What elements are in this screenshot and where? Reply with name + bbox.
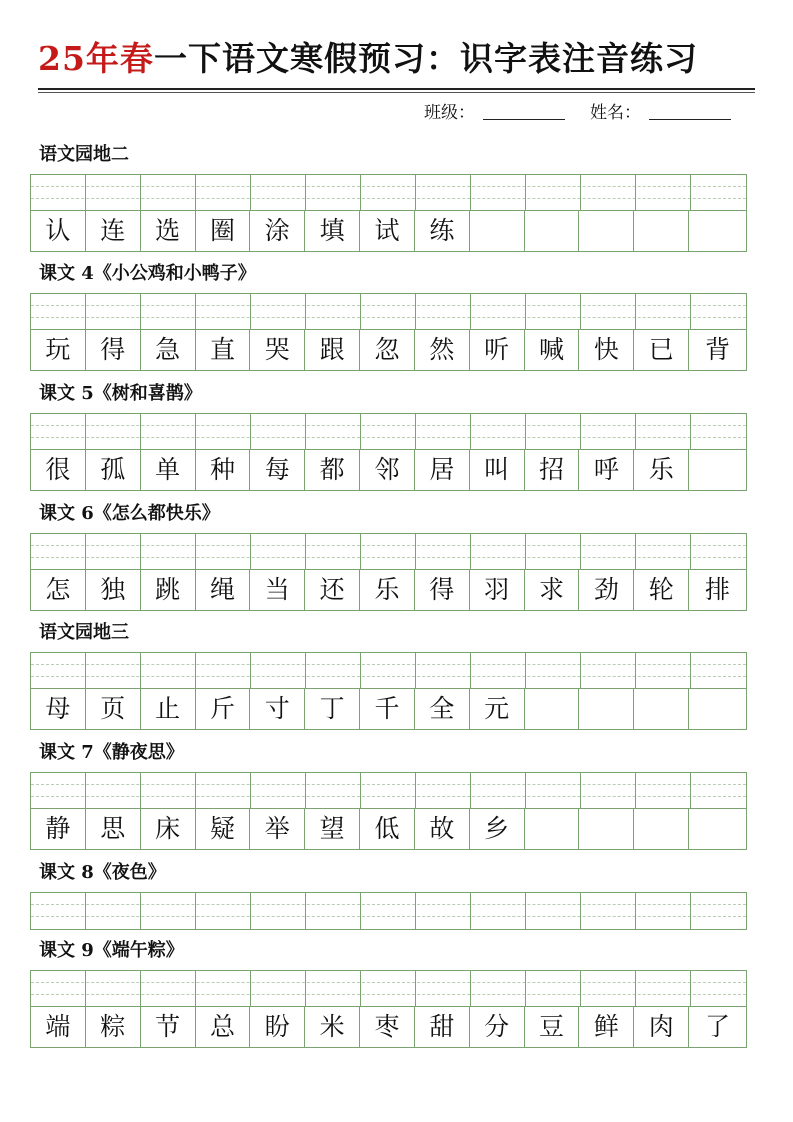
pinyin-guide-line [31,676,746,677]
pinyin-cell-divider [85,175,86,210]
character-cell: 粽 [86,1007,141,1047]
pinyin-cell-divider [85,414,86,449]
pinyin-cell-divider [580,294,581,329]
pinyin-guide-line [31,437,746,438]
pinyin-cell-divider [525,414,526,449]
character-cell: 玩 [31,330,86,370]
pinyin-cell-divider [360,893,361,929]
title-highlight: 25年春 [38,39,154,78]
character-cell: 节 [141,1007,196,1047]
character-cell: 元 [470,689,525,729]
character-cell: 忽 [360,330,415,370]
pinyin-cell-divider [305,893,306,929]
character-row [31,211,746,251]
character-row [31,689,746,729]
character-cell: 羽 [470,570,525,610]
character-cell [634,809,689,849]
pinyin-cell-divider [580,893,581,929]
character-cell [579,809,634,849]
pinyin-cell-divider [635,773,636,808]
pinyin-cell-divider [525,971,526,1006]
character-cell: 连 [86,211,141,251]
character-cell: 乐 [634,450,689,490]
character-cell: 全 [415,689,470,729]
pinyin-cell-divider [525,893,526,929]
character-cell: 总 [196,1007,251,1047]
character-cell: 盼 [250,1007,305,1047]
section-label: 课文 8《夜色》 [39,862,166,883]
section-label: 语文园地三 [39,622,129,643]
character-cell: 都 [305,450,360,490]
pinyin-cell-divider [360,653,361,688]
pinyin-cell-divider [525,534,526,569]
character-cell: 叫 [470,450,525,490]
class-blank[interactable] [483,101,565,120]
pinyin-cell-divider [250,971,251,1006]
character-cell: 豆 [525,1007,580,1047]
pinyin-cell-divider [415,773,416,808]
pinyin-cell-divider [305,294,306,329]
pinyin-guide-line [31,994,746,995]
pinyin-cell-divider [525,773,526,808]
pinyin-cell-divider [635,971,636,1006]
character-cell: 了 [705,1012,731,1041]
pinyin-cell-divider [140,175,141,210]
character-cell: 分 [470,1007,525,1047]
pinyin-cell-divider [635,893,636,929]
pinyin-cell-divider [690,175,691,210]
character-cell: 怎 [31,570,86,610]
character-row [31,570,746,610]
pinyin-cell-divider [85,294,86,329]
pinyin-cell-divider [470,414,471,449]
character-cell: 呼 [579,450,634,490]
character-cell: 急 [141,330,196,370]
pinyin-cell-divider [360,971,361,1006]
character-cell [689,689,746,729]
pinyin-cell-divider [360,414,361,449]
pinyin-cell-divider [250,534,251,569]
character-cell: 圈 [196,211,251,251]
pinyin-guide-line [31,557,746,558]
pinyin-cell-divider [580,653,581,688]
pinyin-cell-divider [580,971,581,1006]
character-cell: 寸 [250,689,305,729]
section-label: 课文 6《怎么都快乐》 [39,503,220,524]
writing-grid [30,892,747,930]
pinyin-cell-divider [85,534,86,569]
pinyin-cell-divider [305,534,306,569]
character-cell: 跟 [305,330,360,370]
pinyin-cell-divider [470,175,471,210]
pinyin-cell-divider [415,534,416,569]
pinyin-cell-divider [85,773,86,808]
character-cell [525,211,580,251]
pinyin-row[interactable] [31,534,746,570]
pinyin-guide-line [31,664,746,665]
pinyin-cell-divider [140,653,141,688]
character-cell: 米 [305,1007,360,1047]
pinyin-row[interactable] [31,294,746,330]
character-cell [525,809,580,849]
pinyin-cell-divider [250,414,251,449]
character-cell: 鲜 [579,1007,634,1047]
pinyin-cell-divider [360,294,361,329]
character-cell: 绳 [196,570,251,610]
character-row [31,330,746,370]
character-cell [470,211,525,251]
character-cell: 孤 [86,450,141,490]
character-cell: 得 [86,330,141,370]
character-cell: 乐 [360,570,415,610]
character-cell: 故 [415,809,470,849]
section-label: 课文 7《静夜思》 [39,742,184,763]
character-cell: 单 [141,450,196,490]
pinyin-cell-divider [635,175,636,210]
pinyin-cell-divider [470,534,471,569]
pinyin-cell-divider [250,773,251,808]
character-cell: 排 [705,575,731,604]
pinyin-cell-divider [635,294,636,329]
pinyin-cell-divider [85,971,86,1006]
name-blank[interactable] [649,101,731,120]
pinyin-guide-line [31,425,746,426]
pinyin-cell-divider [360,175,361,210]
character-cell [689,211,746,251]
pinyin-cell-divider [250,653,251,688]
pinyin-cell-divider [415,414,416,449]
class-label: 班级： [424,103,475,123]
title-rule-thin [38,92,755,93]
pinyin-guide-line [31,198,746,199]
character-cell: 哭 [250,330,305,370]
character-cell: 快 [579,330,634,370]
pinyin-cell-divider [305,971,306,1006]
pinyin-guide-line [31,545,746,546]
character-cell: 乡 [470,809,525,849]
character-cell: 得 [415,570,470,610]
pinyin-cell-divider [250,175,251,210]
character-cell: 每 [250,450,305,490]
name-field [590,100,731,126]
character-cell: 枣 [360,1007,415,1047]
pinyin-cell-divider [195,653,196,688]
pinyin-cell-divider [470,893,471,929]
character-row [31,809,746,849]
character-cell [689,809,746,849]
character-cell: 望 [305,809,360,849]
character-cell [634,689,689,729]
character-cell: 还 [305,570,360,610]
character-cell: 然 [415,330,470,370]
character-cell: 母 [31,689,86,729]
character-cell: 甜 [415,1007,470,1047]
pinyin-cell-divider [195,773,196,808]
character-cell: 直 [196,330,251,370]
character-cell: 斤 [196,689,251,729]
pinyin-cell-divider [415,294,416,329]
pinyin-cell-divider [195,175,196,210]
pinyin-cell-divider [250,294,251,329]
pinyin-cell-divider [360,534,361,569]
character-cell: 试 [360,211,415,251]
pinyin-cell-divider [415,175,416,210]
writing-grid [30,413,747,491]
pinyin-guide-line [31,305,746,306]
character-cell: 独 [86,570,141,610]
character-cell: 丁 [305,689,360,729]
character-cell: 静 [31,809,86,849]
section-label: 语文园地二 [39,144,129,165]
pinyin-cell-divider [580,534,581,569]
pinyin-cell-divider [85,893,86,929]
character-cell: 居 [415,450,470,490]
writing-grid [30,533,747,611]
pinyin-guide-line [31,317,746,318]
pinyin-row[interactable] [31,773,746,809]
character-cell: 求 [525,570,580,610]
pinyin-cell-divider [140,971,141,1006]
writing-grid [30,293,747,371]
pinyin-guide-line [31,186,746,187]
section-label: 课文 4《小公鸡和小鸭子》 [39,263,256,284]
pinyin-guide-line [31,982,746,983]
character-cell: 千 [360,689,415,729]
pinyin-cell-divider [195,893,196,929]
pinyin-cell-divider [415,893,416,929]
pinyin-guide-line [31,784,746,785]
character-row [31,450,746,490]
pinyin-cell-divider [635,534,636,569]
pinyin-row[interactable] [31,971,746,1007]
character-cell [634,211,689,251]
character-row [31,1007,746,1047]
pinyin-cell-divider [580,175,581,210]
character-cell: 背 [705,335,731,364]
pinyin-row[interactable] [31,653,746,689]
writing-grid [30,174,747,252]
pinyin-cell-divider [360,773,361,808]
pinyin-cell-divider [525,294,526,329]
character-cell: 练 [415,211,470,251]
writing-grid [30,652,747,730]
pinyin-row[interactable] [31,893,746,929]
pinyin-cell-divider [85,653,86,688]
character-cell: 举 [250,809,305,849]
character-cell: 填 [305,211,360,251]
pinyin-cell-divider [195,294,196,329]
character-cell: 听 [470,330,525,370]
pinyin-cell-divider [140,773,141,808]
pinyin-cell-divider [690,653,691,688]
character-cell [525,689,580,729]
character-cell: 床 [141,809,196,849]
pinyin-cell-divider [305,175,306,210]
character-cell: 低 [360,809,415,849]
character-cell: 很 [31,450,86,490]
pinyin-cell-divider [470,773,471,808]
character-cell: 认 [31,211,86,251]
pinyin-cell-divider [250,893,251,929]
pinyin-cell-divider [690,534,691,569]
pinyin-guide-line [31,796,746,797]
pinyin-row[interactable] [31,175,746,211]
pinyin-cell-divider [470,653,471,688]
character-cell: 当 [250,570,305,610]
pinyin-cell-divider [305,773,306,808]
pinyin-cell-divider [580,414,581,449]
character-cell [579,211,634,251]
pinyin-cell-divider [690,893,691,929]
character-cell: 轮 [634,570,689,610]
character-cell [579,689,634,729]
character-cell: 招 [525,450,580,490]
character-cell: 种 [196,450,251,490]
character-cell: 劲 [579,570,634,610]
pinyin-cell-divider [140,294,141,329]
character-cell: 已 [634,330,689,370]
character-cell: 端 [31,1007,86,1047]
page-title [38,34,758,84]
character-cell: 思 [86,809,141,849]
pinyin-cell-divider [635,414,636,449]
character-cell: 喊 [525,330,580,370]
pinyin-guide-line [31,904,746,905]
pinyin-cell-divider [305,414,306,449]
character-cell: 选 [141,211,196,251]
pinyin-cell-divider [690,294,691,329]
section-label: 课文 9《端午粽》 [39,940,184,961]
character-cell: 邻 [360,450,415,490]
character-cell: 涂 [250,211,305,251]
pinyin-cell-divider [470,294,471,329]
pinyin-cell-divider [305,653,306,688]
character-cell: 止 [141,689,196,729]
writing-grid [30,772,747,850]
pinyin-cell-divider [415,653,416,688]
character-cell [689,450,746,490]
pinyin-guide-line [31,916,746,917]
pinyin-cell-divider [415,971,416,1006]
pinyin-cell-divider [525,175,526,210]
pinyin-cell-divider [140,893,141,929]
pinyin-cell-divider [690,414,691,449]
title-main: 一下语文寒假预习：识字表注音练习 [153,39,698,78]
character-cell: 页 [86,689,141,729]
section-label: 课文 5《树和喜鹊》 [39,383,202,404]
pinyin-cell-divider [140,534,141,569]
pinyin-cell-divider [195,971,196,1006]
pinyin-cell-divider [690,971,691,1006]
class-field [424,100,565,126]
pinyin-cell-divider [580,773,581,808]
pinyin-cell-divider [635,653,636,688]
name-label: 姓名： [590,103,641,123]
pinyin-cell-divider [195,534,196,569]
pinyin-cell-divider [140,414,141,449]
pinyin-cell-divider [525,653,526,688]
title-rule [38,88,755,90]
character-cell: 跳 [141,570,196,610]
pinyin-cell-divider [195,414,196,449]
pinyin-cell-divider [690,773,691,808]
writing-grid [30,970,747,1048]
character-cell: 疑 [196,809,251,849]
pinyin-row[interactable] [31,414,746,450]
pinyin-cell-divider [470,971,471,1006]
character-cell: 肉 [634,1007,689,1047]
